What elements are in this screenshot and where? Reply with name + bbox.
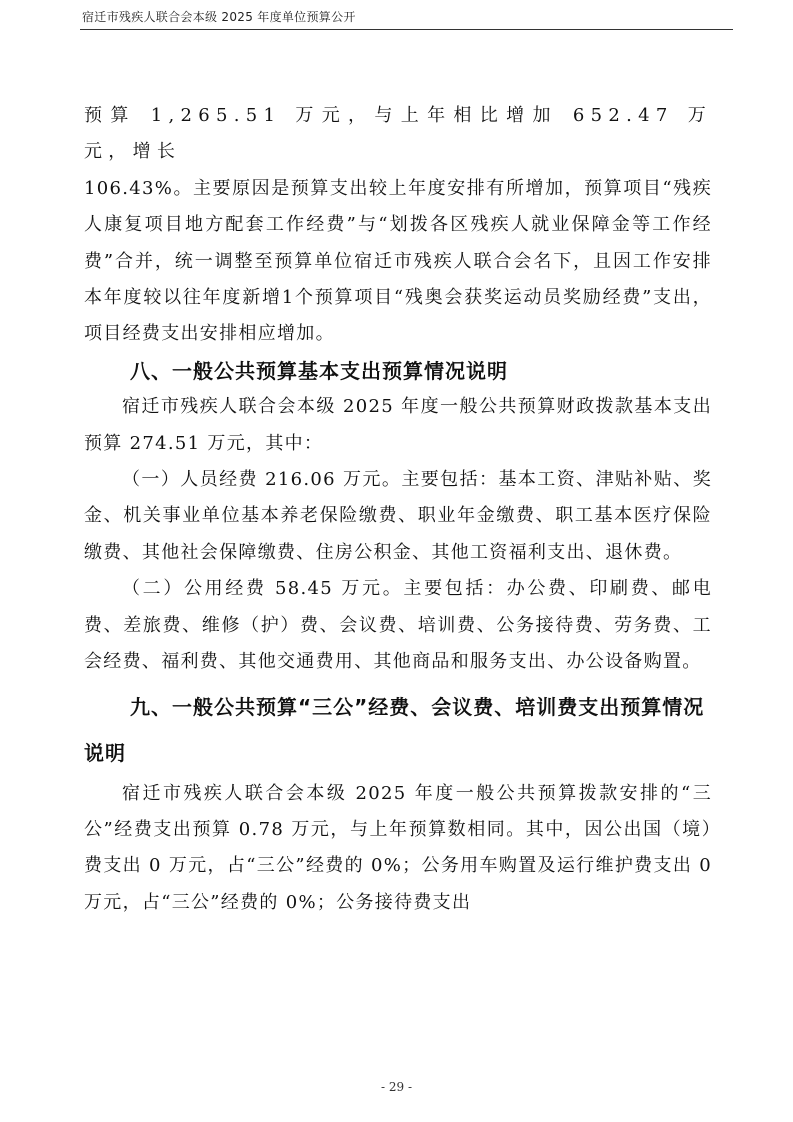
page-number: - 29 - [380, 1080, 412, 1094]
running-header: 宿迁市残疾人联合会本级 2025 年度单位预算公开 [82, 10, 356, 24]
header-divider [80, 29, 733, 30]
paragraph-personnel-expenses: （一）人员经费 216.06 万元。主要包括：基本工资、津贴补贴、奖金、机关事业单位基本养老保险缴费、职业年金缴费、职工基本医疗保险缴费、其他社会保障缴费、住房公积金、其他工资福利支出、退休费。 [84, 469, 712, 563]
paragraph-continued-rest: 106.43%。主要原因是预算支出较上年度安排有所增加，预算项目“残疾人康复项目地方配套工作经费”与“划拨各区残疾人就业保障金等工作经费”合并，统一调整至预算单位宿迁市残疾人联合会名下，且因工作安排本年度较以往年度新增1个预算项目“残奥会获奖运动员奖励经费”支出，项目经费支出安排相应增加。 [84, 177, 712, 345]
section-heading-8: 八、一般公共预算基本支出预算情况说明 [130, 358, 508, 383]
paragraph-basic-expenditure: 宿迁市残疾人联合会本级 2025 年度一般公共预算财政拨款基本支出预算 274.51 万元，其中： [84, 396, 712, 454]
paragraph-continued-line: 预算 1,265.51 万元，与上年相比增加 652.47 万元，增长 [84, 105, 712, 163]
section-heading-9: 九、一般公共预算“三公”经费、会议费、培训费支出预算情况说明 [84, 694, 705, 765]
document-body [84, 98, 712, 921]
paragraph-three-public-expenses: 宿迁市残疾人联合会本级 2025 年度一般公共预算拨款安排的“三公”经费支出预算 0.78 万元，与上年预算数相同。其中，因公出国（境）费支出 0 万元，占“三公”经费的 0%；公务用车购置及运行维护费支出 0 万元，占“三公”经费的 0%；公务接待费支出 [84, 782, 712, 913]
paragraph-public-expenses: （二）公用经费 58.45 万元。主要包括：办公费、印刷费、邮电费、差旅费、维修（护）费、会议费、培训费、公务接待费、劳务费、工会经费、福利费、其他交通费用、其他商品和服务支出、办公设备购置。 [84, 578, 712, 673]
